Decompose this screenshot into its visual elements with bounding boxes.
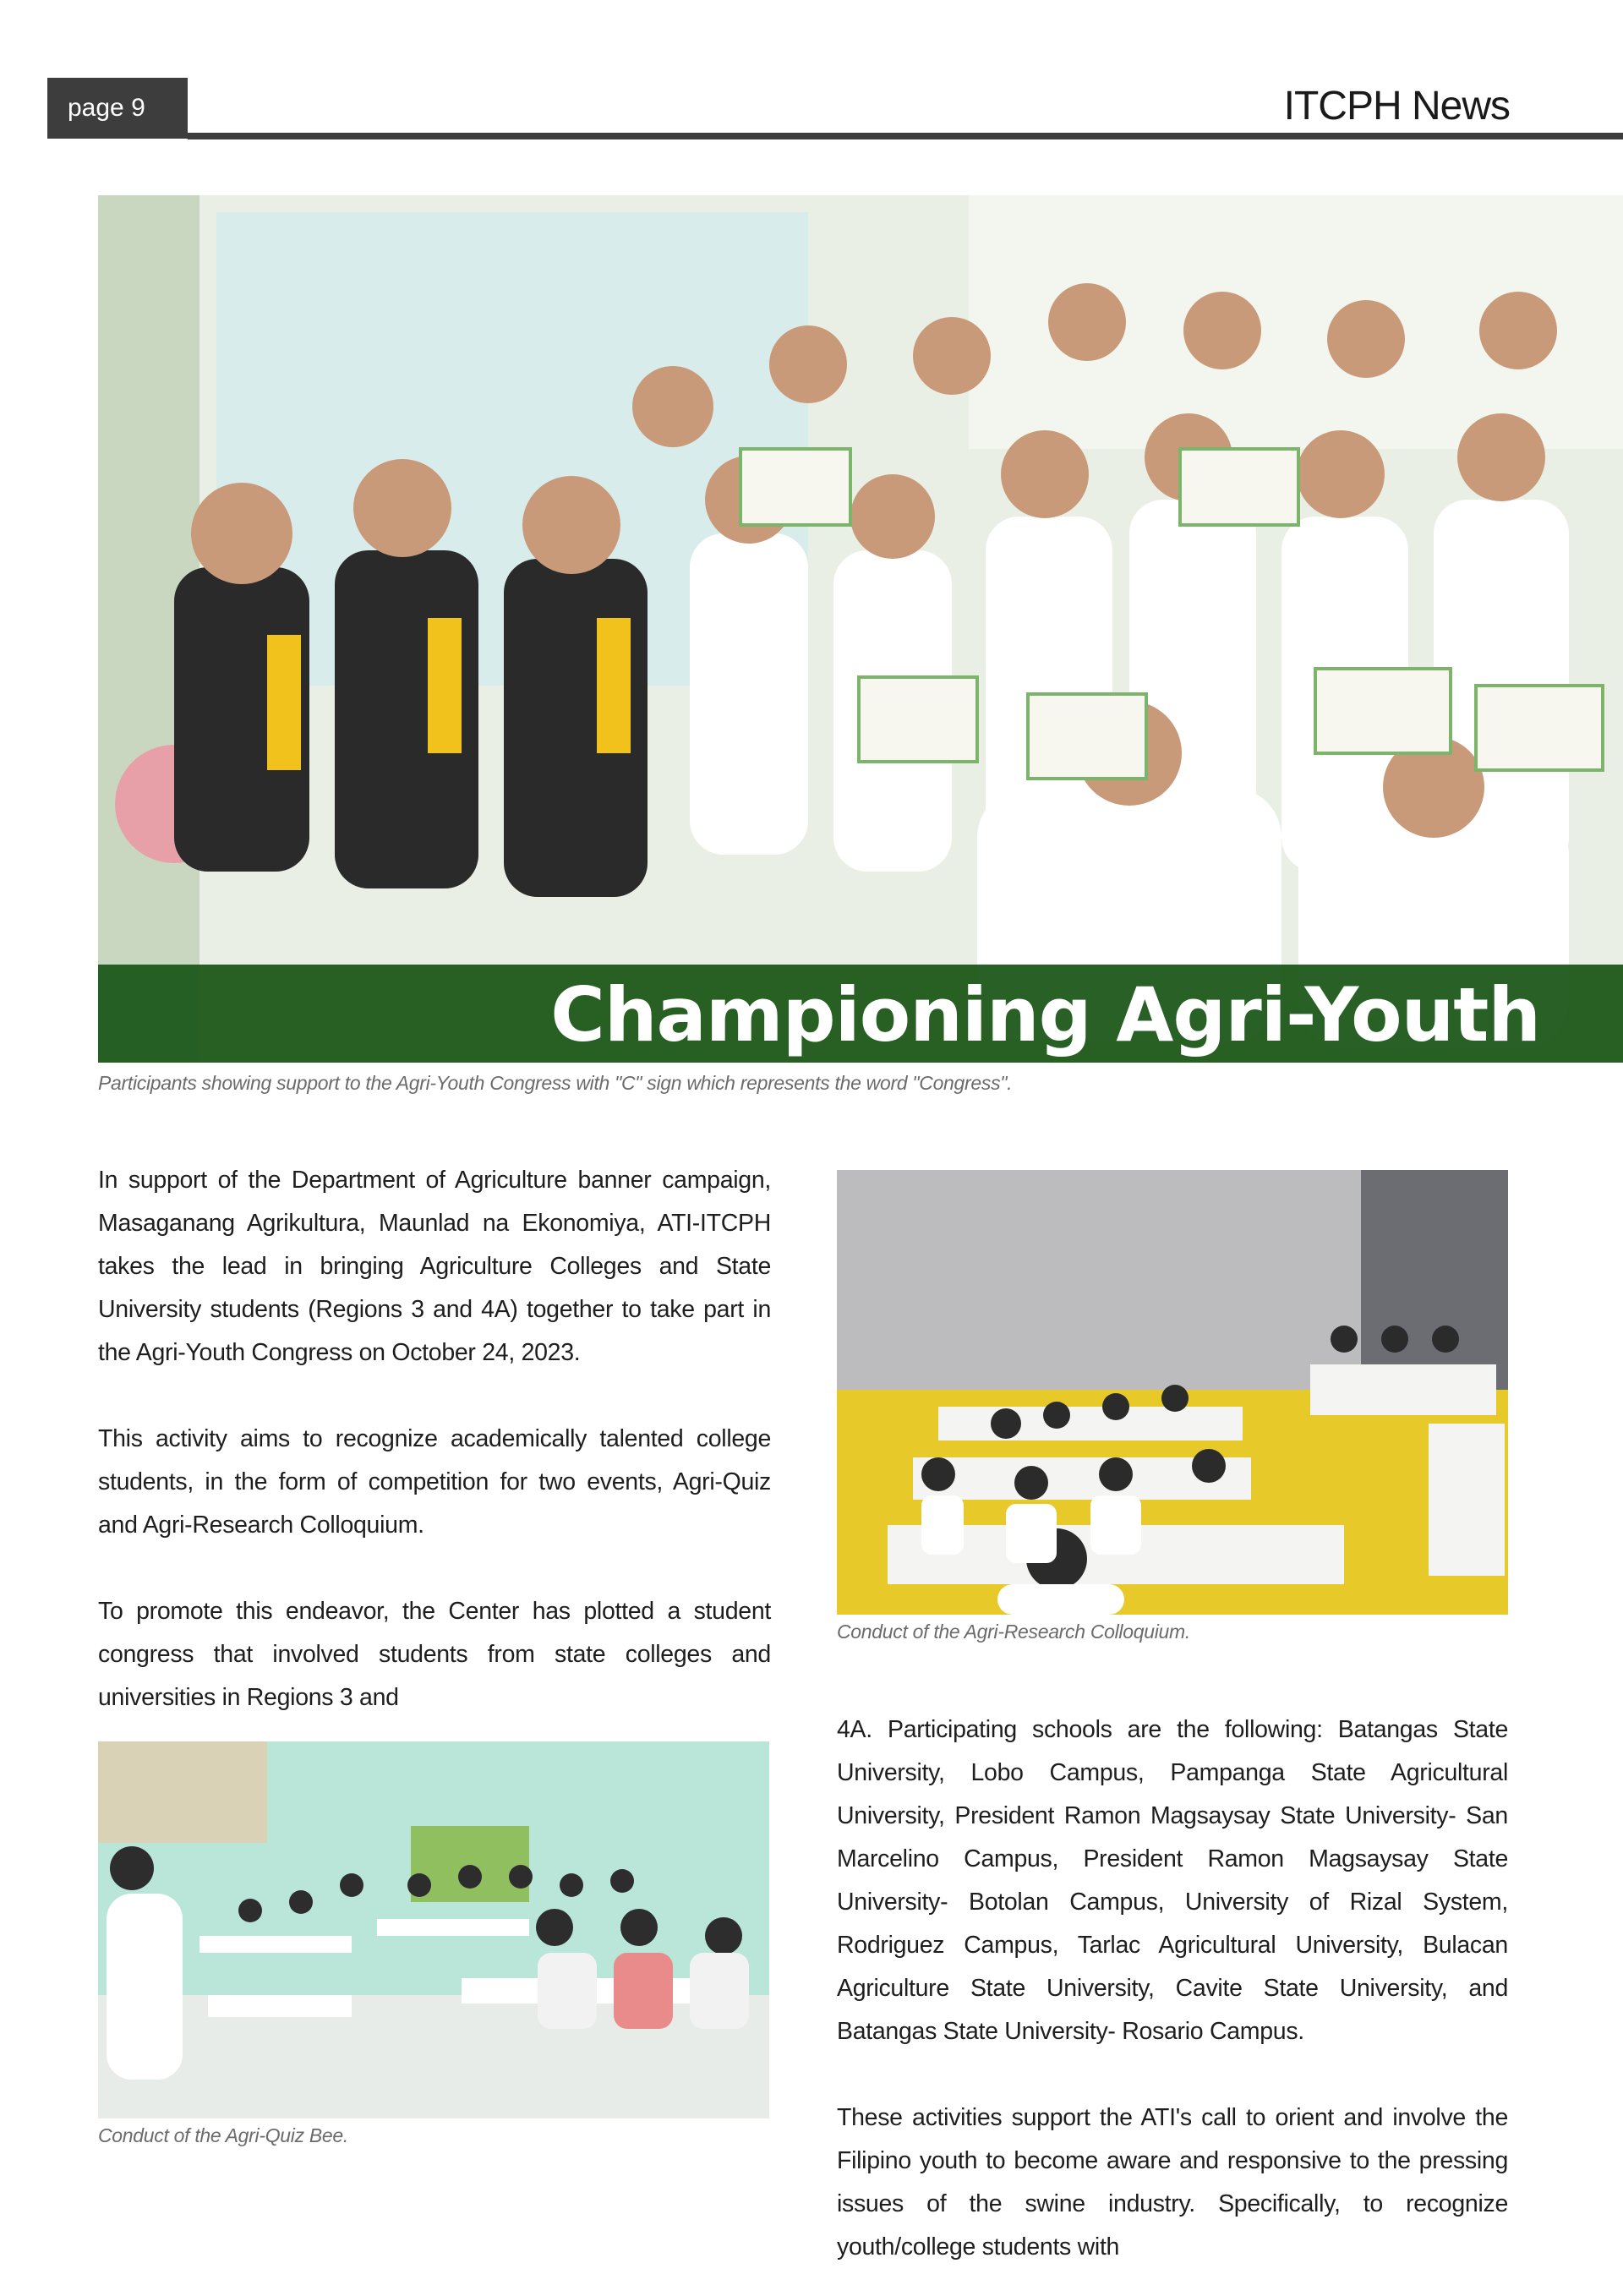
article-left-column [98, 1159, 771, 1719]
hero-caption: Participants showing support to the Agri-Youth Congress with "C" sign which represents the word "Congress". [98, 1072, 1013, 1094]
article-paragraph: In support of the Department of Agriculture banner campaign, Masaganang Agrikultura, Maunlad na Ekonomiya, ATI-ITCPH takes the lead in bringing Agriculture Colleges and State University students (Regions 3 and 4A) together to take part in the Agri-Youth Congress on October 24, 2023. [98, 1167, 771, 1366]
publication-title: ITCPH News [1283, 84, 1510, 128]
page-number-tab: page 9 [47, 78, 188, 139]
article-right-column [837, 1708, 1508, 2269]
hero-title: Championing Agri-Youth [550, 971, 1540, 1058]
hero-group-photo [98, 195, 1623, 1063]
quiz-bee-caption: Conduct of the Agri-Quiz Bee. [98, 2124, 348, 2146]
article-paragraph: 4A. Participating schools are the following: Batangas State University, Lobo Campus, Pampanga State Agricultural University, President Ramon Magsaysay State University- San Marcelino Campus, President Ramon Magsaysay State University- Botolan Campus, University of Rizal System, Rodriguez Campus, Tarlac Agricultural University, Bulacan Agriculture State University, Cavite State University, and Batangas State University- Rosario Campus. [837, 1716, 1508, 2045]
article-paragraph: These activities support the ATI's call to orient and involve the Filipino youth to become aware and responsive to the pressing issues of the swine industry. Specifically, to recognize youth/college students with [837, 2104, 1508, 2260]
research-colloquium-photo [837, 1170, 1508, 1615]
article-paragraph: To promote this endeavor, the Center has plotted a student congress that involved students from state colleges and universities in Regions 3 and [98, 1598, 771, 1711]
article-paragraph: This activity aims to recognize academically talented college students, in the form of competition for two events, Agri-Quiz and Agri-Research Colloquium. [98, 1425, 771, 1539]
research-colloquium-caption: Conduct of the Agri-Research Colloquium. [837, 1621, 1190, 1643]
quiz-bee-photo [98, 1741, 769, 2118]
header-rule [188, 133, 1623, 139]
